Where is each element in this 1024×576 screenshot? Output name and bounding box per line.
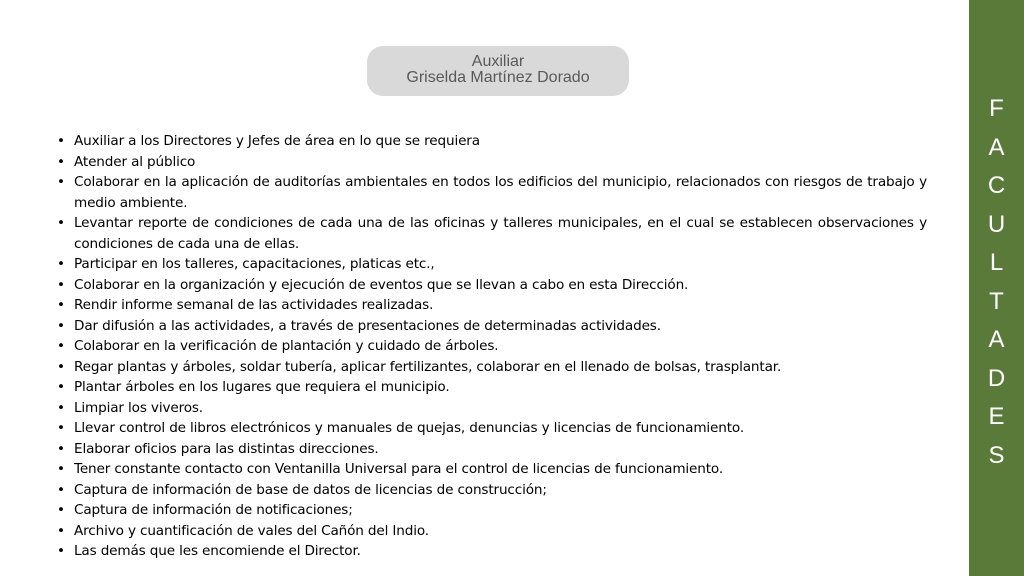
bullet-icon: • [57, 461, 65, 477]
duty-text: Limpiar los viveros. [74, 399, 203, 416]
duty-item [57, 172, 927, 213]
duty-text: Archivo y cuantificación de vales del Cañón del Indio. [74, 522, 429, 539]
bullet-icon: • [57, 297, 65, 313]
bullet-icon: • [57, 481, 65, 498]
duty-text: Elaborar oficios para las distintas direcciones. [74, 440, 379, 457]
duty-text: Colaborar en la aplicación de auditorías ambientales en todos los edificios del municipio, relacionados con riesgos de trabajo y medio ambiente. [74, 174, 927, 211]
vertical-title-facultades [969, 90, 1024, 475]
duty-text: Llevar control de libros electrónicos y manuales de quejas, denuncias y licencias de funcionamiento. [74, 420, 744, 436]
duty-text: Atender al público [74, 153, 196, 170]
vertical-letter: A [988, 133, 1005, 161]
bullet-icon: • [57, 153, 65, 170]
sidebar-band [969, 0, 1024, 576]
person-name: Griselda Martínez Dorado [406, 69, 590, 86]
bullet-icon: • [57, 174, 65, 190]
duty-item [57, 459, 927, 480]
duty-item [57, 295, 927, 316]
role-title: Auxiliar [471, 53, 525, 70]
vertical-letter: A [988, 326, 1005, 353]
bullet-icon: • [57, 522, 65, 539]
vertical-letter: S [988, 441, 1005, 469]
bullet-icon: • [57, 502, 65, 518]
duty-item [57, 254, 927, 275]
vertical-letter: F [989, 95, 1004, 122]
duty-item [57, 213, 927, 254]
duty-item [57, 500, 927, 521]
duty-item [57, 439, 927, 460]
duty-item [57, 418, 927, 439]
vertical-letter: C [987, 172, 1006, 199]
duties-list [57, 131, 927, 562]
duty-item [57, 541, 927, 562]
title-box [367, 46, 629, 96]
duty-item [57, 275, 927, 296]
duty-text: Plantar árboles en los lugares que requiera el municipio. [74, 379, 450, 395]
vertical-letter: D [987, 364, 1006, 392]
bullet-icon: • [57, 543, 65, 559]
bullet-icon: • [57, 215, 65, 231]
bullet-icon: • [57, 379, 65, 395]
duty-item [57, 131, 927, 152]
vertical-letter: U [987, 210, 1006, 238]
duty-text: Colaborar en la verificación de plantación y cuidado de árboles. [74, 338, 499, 354]
duty-text: Tener constante contacto con Ventanilla Universal para el control de licencias de funcionamiento. [74, 461, 724, 477]
bullet-icon: • [57, 133, 65, 149]
bullet-icon: • [57, 338, 65, 354]
duty-text: Dar difusión a las actividades, a través de presentaciones de determinadas actividades. [74, 317, 661, 334]
duty-text: Rendir informe semanal de las actividades realizadas. [74, 297, 434, 313]
duty-item [57, 480, 927, 501]
duty-text: Regar plantas y árboles, soldar tubería, aplicar fertilizantes, colaborar en el llenado de bolsas, trasplantar. [74, 358, 782, 375]
duty-text: Las demás que les encomiende el Director. [74, 543, 361, 559]
duty-item [57, 377, 927, 398]
bullet-icon: • [57, 317, 65, 334]
bullet-icon: • [57, 399, 65, 416]
vertical-letter: L [989, 249, 1004, 276]
duty-text: Captura de información de notificaciones; [74, 502, 353, 518]
duty-text: Auxiliar a los Directores y Jefes de área en lo que se requiera [74, 133, 480, 149]
bullet-icon: • [57, 256, 65, 272]
duty-text: Colaborar en la organización y ejecución de eventos que se llevan a cabo en esta Dirección. [74, 276, 689, 293]
duty-item [57, 316, 927, 337]
bullet-icon: • [57, 440, 65, 457]
duty-item [57, 521, 927, 542]
bullet-icon: • [57, 358, 65, 375]
duty-item [57, 152, 927, 173]
duty-item [57, 398, 927, 419]
duty-item [57, 336, 927, 357]
duty-text: Participar en los talleres, capacitaciones, platicas etc., [74, 256, 435, 272]
vertical-letter: E [988, 403, 1005, 430]
duty-item [57, 357, 927, 378]
duty-text: Levantar reporte de condiciones de cada una de las oficinas y talleres municipales, en el cual se establecen observaciones y condiciones de cada una de ellas. [74, 215, 927, 252]
duty-text: Captura de información de base de datos de licencias de construcción; [74, 481, 547, 498]
bullet-icon: • [57, 276, 65, 293]
vertical-letter: T [989, 287, 1004, 315]
bullet-icon: • [57, 420, 65, 436]
